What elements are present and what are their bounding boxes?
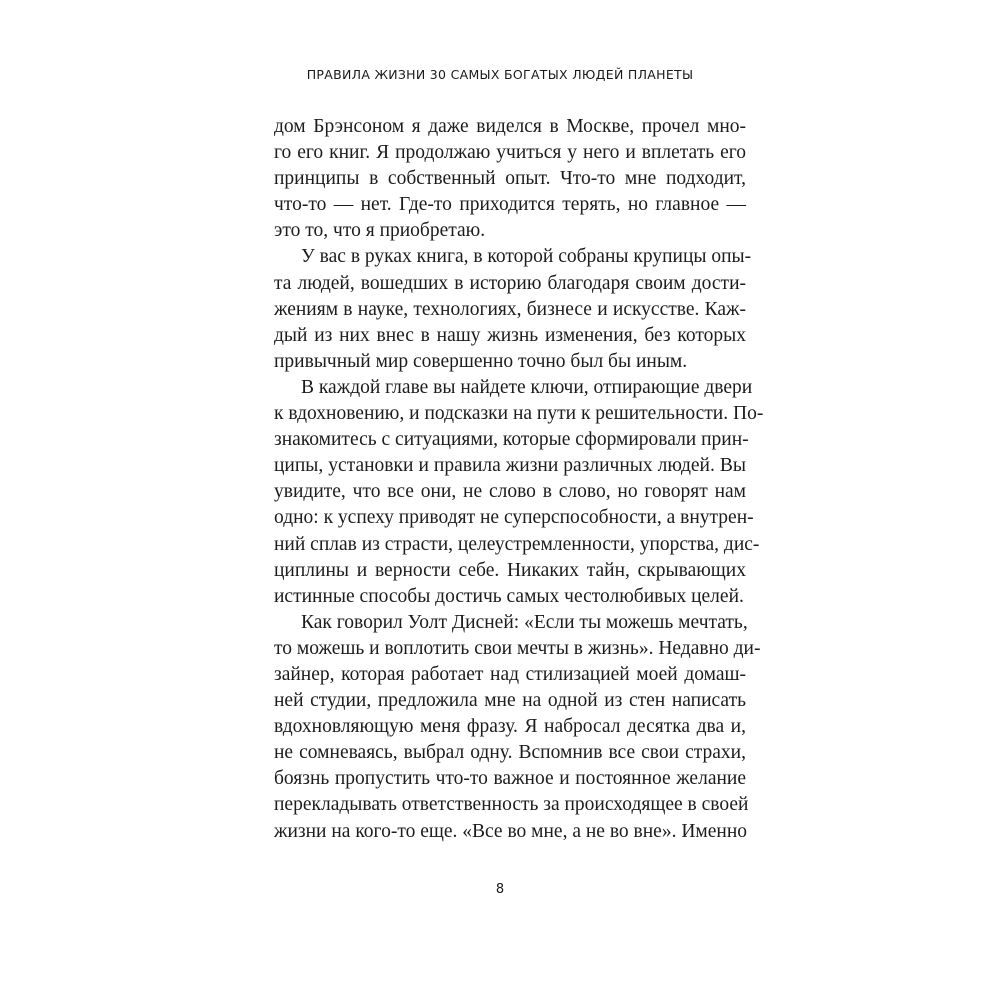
body-text: [274, 114, 764, 845]
page-number: 8: [495, 882, 505, 897]
text-line: одно: к успеху приводят не суперспособности, а внутрен-: [274, 507, 754, 529]
text-line: жизни на кого-то еще. «Все во мне, а не во вне». Именно: [274, 820, 748, 842]
text-line: привычный мир совершенно точно был бы иным.: [274, 350, 688, 372]
text-line: У вас в руках книга, в которой собраны крупицы опы-: [301, 246, 752, 268]
text-line: не сомневаясь, выбрал одну. Вспомнив все свои страхи,: [274, 742, 746, 764]
text-line: В каждой главе вы найдете ключи, отпирающие двери: [301, 376, 753, 398]
text-line: к вдохновению, и подсказки на пути к решительности. По-: [274, 403, 764, 425]
text-line: зайнер, которая работает над стилизацией моей домаш-: [274, 663, 746, 685]
text-line: это то, что я приобретаю.: [274, 220, 486, 242]
text-line: го его книг. Я продолжаю учиться у него и вплетать его: [274, 142, 746, 164]
text-line: боязнь пропустить что-то важное и постоянное желание: [274, 768, 746, 790]
text-line: ней студии, предложила мне на одной из стен написать: [274, 690, 746, 712]
text-line: то можешь и воплотить свои мечты в жизнь». Недавно ди-: [274, 637, 761, 659]
text-line: вдохновляющую меня фразу. Я набросал десятка два и,: [274, 716, 746, 738]
text-line: что-то — нет. Где-то приходится терять, но главное —: [274, 194, 746, 216]
text-line: циплины и верности себе. Никаких тайн, скрывающих: [274, 559, 746, 581]
text-line: знакомитесь с ситуациями, которые сформировали прин-: [274, 429, 749, 451]
text-line: жениям в науке, технологиях, бизнесе и искусстве. Каж-: [274, 298, 746, 320]
text-line: ний сплав из страсти, целеустремленности, упорства, дис-: [274, 533, 760, 555]
text-line: та людей, вошедших в историю благодаря своим дости-: [274, 272, 746, 294]
running-title: ПРАВИЛА ЖИЗНИ 30 САМЫХ БОГАТЫХ ЛЮДЕЙ ПЛАНЕТЫ: [306, 67, 694, 82]
text-line: Как говорил Уолт Дисней: «Если ты можешь мечтать,: [301, 611, 748, 633]
text-line: ципы, установки и правила жизни различных людей. Вы: [274, 455, 746, 477]
text-line: дый из них внес в нашу жизнь изменения, без которых: [274, 324, 746, 346]
text-line: перекладывать ответственность за происходящее в своей: [274, 794, 749, 816]
text-line: дом Брэнсоном я даже виделся в Москве, прочел мно-: [274, 116, 746, 137]
text-line: истинные способы достичь самых честолюбивых целей.: [274, 585, 744, 607]
text-line: принципы в собственный опыт. Что-то мне подходит,: [274, 168, 746, 190]
text-line: увидите, что все они, не слово в слово, но говорят нам: [274, 481, 746, 503]
